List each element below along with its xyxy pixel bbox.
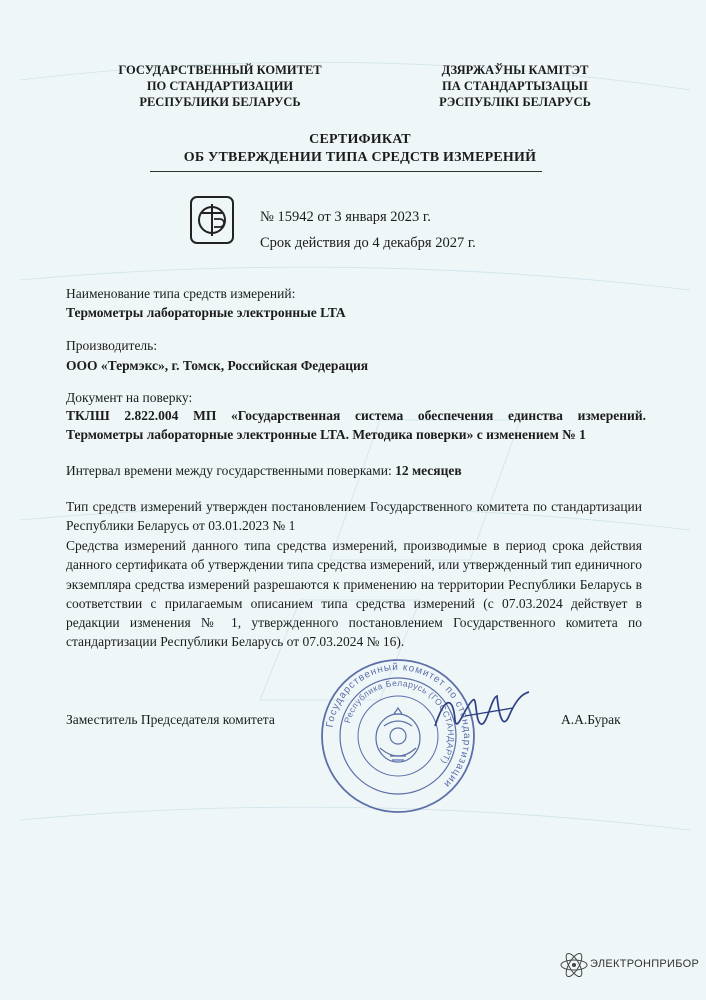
interval-label: Интервал времени между государственными поверками: <box>66 463 392 478</box>
verification-doc-label: Документ на поверку: <box>66 390 193 405</box>
certificate-number: № 15942 от 3 января 2023 г. <box>260 209 431 225</box>
approval-paragraph: Тип средств измерений утвержден постановлением Государственного комитета по стандартизации Республики Беларусь от 03.01.2023 № 1 <box>66 499 642 534</box>
header-right-by: ДЗЯРЖАЎНЫ КАМІТЭТ ПА СТАНДАРТЫЗАЦЫІ РЭСПУБЛІКІ БЕЛАРУСЬ <box>439 63 591 109</box>
signer-name: А.А.Бурак <box>561 712 621 727</box>
stamp-inner-text: Республика Беларусь (ГОССТАНДАРТ) <box>341 677 457 767</box>
manufacturer-label: Производитель: <box>66 338 158 353</box>
permission-paragraph: Средства измерений данного типа средства измерений, производимые в период срока действия данного сертификата об утверждении типа средства измерений, или утвержденный тип единичного экземпляра средства измерений разрешаются к применению на территории Республики Беларусь в соответствии с прилагаемым описанием типа средства измерений (с 07.03.2024 действует в редакции изменения № 1, утвержденного постановлением Государственного комитета по стандартизации Республики Беларусь от 07.03.2024 № 16). <box>66 538 642 650</box>
footer-brand: ЭЛЕКТРОНПРИБОР <box>590 958 700 970</box>
certificate-validity: Срок действия до 4 декабря 2027 г. <box>260 235 476 251</box>
verification-interval <box>66 463 462 479</box>
verification-doc-line2: Термометры лабораторные электронные LTA. Методика поверки» с изменением № 1 <box>66 427 586 442</box>
stb-logo-icon <box>188 195 236 245</box>
stamp-outer-text: Государственный комитет по стандартизации <box>324 661 473 790</box>
type-name-value: Термометры лабораторные электронные LTA <box>66 305 346 320</box>
interval-value: 12 месяцев <box>395 463 462 478</box>
type-name-label: Наименование типа средств измерений: <box>66 286 296 301</box>
document-title: СЕРТИФИКАТ ОБ УТВЕРЖДЕНИИ ТИПА СРЕДСТВ ИЗМЕРЕНИЙ <box>183 132 537 165</box>
verification-doc-line1: ТКЛШ 2.822.004 МП «Государственная система обеспечения единства измерений. <box>66 408 646 423</box>
header-left-ru: ГОСУДАРСТВЕННЫЙ КОМИТЕТ ПО СТАНДАРТИЗАЦИИ РЕСПУБЛИКИ БЕЛАРУСЬ <box>118 63 322 109</box>
signer-title: Заместитель Председателя комитета <box>66 712 275 727</box>
handwritten-signature <box>425 686 535 742</box>
title-underline <box>150 171 542 172</box>
coat-of-arms-icon <box>376 708 420 762</box>
manufacturer-value: ООО «Термэкс», г. Томск, Российская Федерация <box>66 358 369 373</box>
